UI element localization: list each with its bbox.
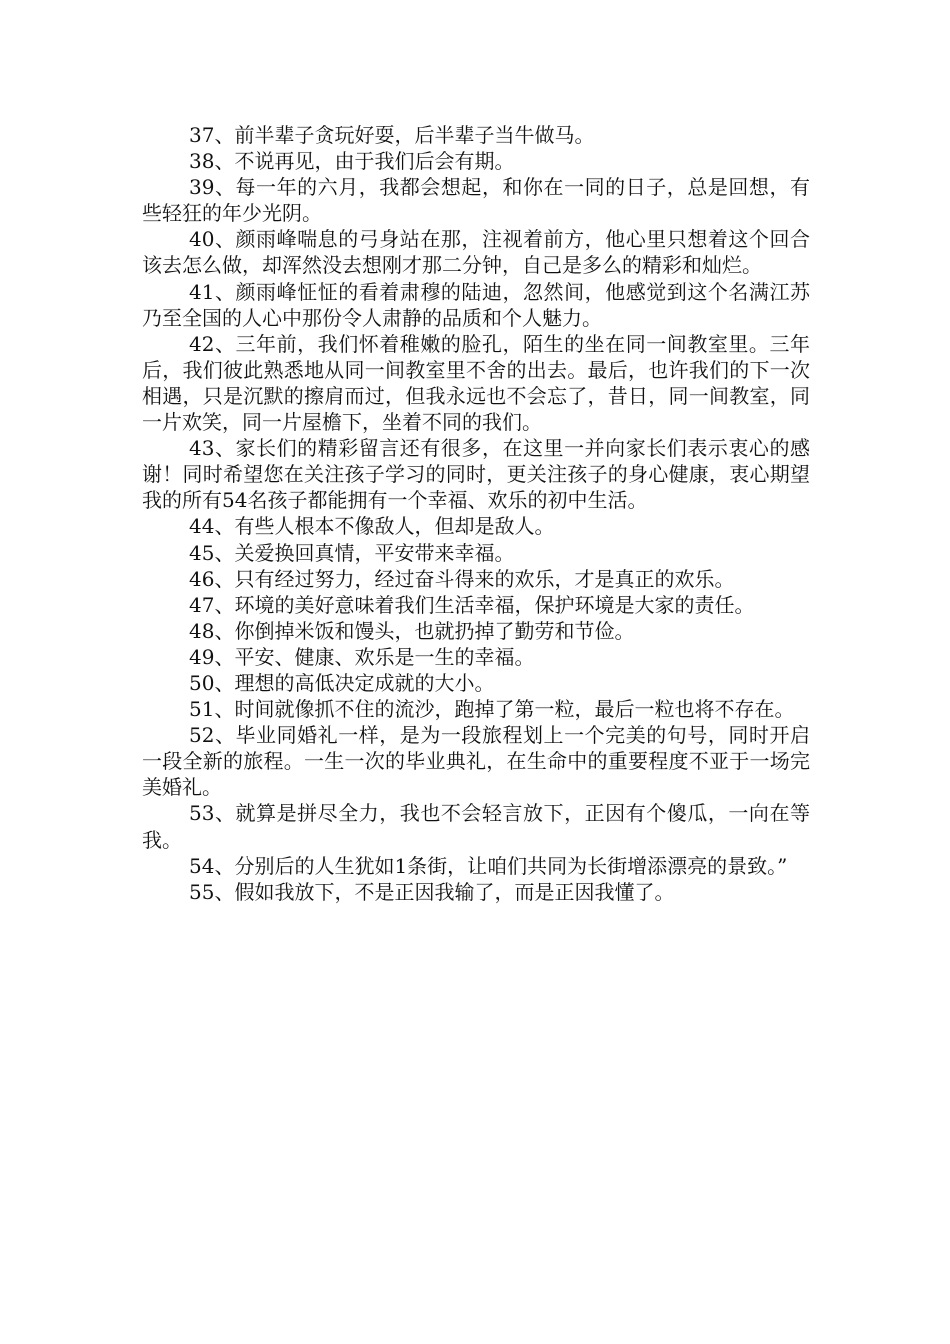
paragraph-40: 40、颜雨峰喘息的弓身站在那，注视着前方，他心里只想着这个回合该去怎么做，却浑然没去想刚才那二分钟，自己是多么的精彩和灿烂。 — [142, 227, 810, 278]
paragraph-38: 38、不说再见，由于我们后会有期。 — [189, 149, 515, 174]
paragraph-50: 50、理想的高低决定成就的大小。 — [189, 670, 495, 695]
paragraph-48: 48、你倒掉米饭和馒头，也就扔掉了勤劳和节俭。 — [189, 618, 635, 643]
paragraph-52: 52、毕业同婚礼一样，是为一段旅程划上一个完美的句号，同时开启一段全新的旅程。一生一次的毕业典礼，在生命中的重要程度不亚于一场完美婚礼。 — [142, 723, 810, 800]
paragraph-51: 51、时间就像抓不住的流沙，跑掉了第一粒，最后一粒也将不存在。 — [189, 697, 795, 722]
paragraph-43: 43、家长们的精彩留言还有很多，在这里一并向家长们表示衷心的感谢！同时希望您在关注孩子学习的同时，更关注孩子的身心健康，衷心期望我的所有54名孩子都能拥有一个幸福、欢乐的初中生活。 — [142, 436, 810, 513]
paragraph-46: 46、只有经过努力，经过奋斗得来的欢乐，才是真正的欢乐。 — [189, 566, 735, 591]
paragraph-45: 45、关爱换回真情，平安带来幸福。 — [189, 540, 515, 565]
paragraph-37: 37、前半辈子贪玩好耍，后半辈子当牛做马。 — [189, 123, 595, 147]
paragraph-53: 53、就算是拼尽全力，我也不会轻言放下，正因有个傻瓜，一向在等我。 — [142, 801, 810, 852]
paragraph-54: 54、分别后的人生犹如1条街，让咱们共同为长街增添漂亮的景致。” — [189, 853, 788, 878]
document-body — [142, 122, 810, 905]
paragraph-47: 47、环境的美好意味着我们生活幸福，保护环境是大家的责任。 — [189, 592, 755, 617]
paragraph-44: 44、有些人根本不像敌人，但却是敌人。 — [189, 514, 555, 539]
paragraph-39: 39、每一年的六月，我都会想起，和你在一同的日子，总是回想，有些轻狂的年少光阴。 — [142, 175, 810, 226]
paragraph-42: 42、三年前，我们怀着稚嫩的脸孔，陌生的坐在同一间教室里。三年后，我们彼此熟悉地从同一间教室里不舍的出去。最后，也许我们的下一次相遇，只是沉默的擦肩而过，但我永远也不会忘了，昔日，同一间教室，同一片欢笑，同一片屋檐下，坐着不同的我们。 — [142, 331, 810, 435]
paragraph-41: 41、颜雨峰怔怔的看着肃穆的陆迪，忽然间，他感觉到这个名满江苏乃至全国的人心中那份令人肃静的品质和个人魅力。 — [142, 279, 810, 330]
paragraph-55: 55、假如我放下，不是正因我输了，而是正因我懂了。 — [189, 879, 675, 904]
paragraph-49: 49、平安、健康、欢乐是一生的幸福。 — [189, 644, 535, 669]
